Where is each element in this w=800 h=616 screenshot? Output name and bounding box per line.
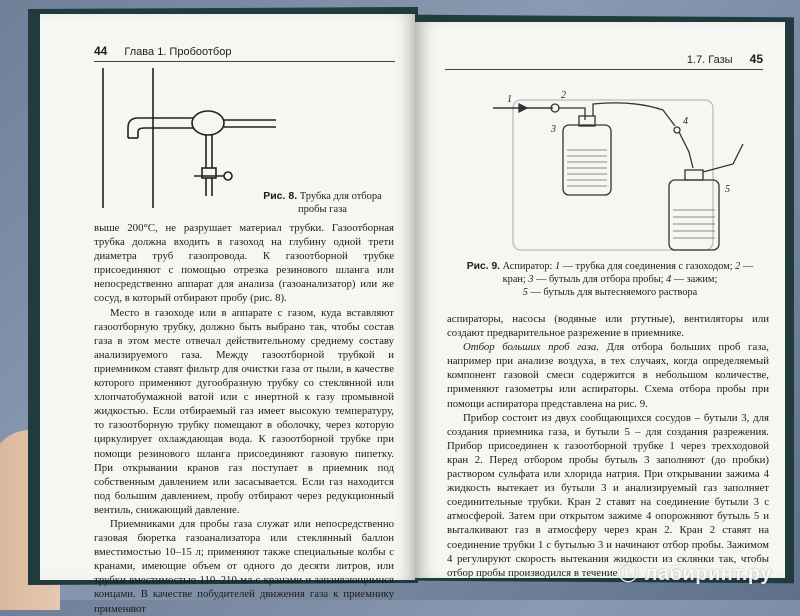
figure-9-n1: 1 <box>554 261 561 272</box>
waste-bottle-5 <box>669 180 719 250</box>
figure-9-t3: — бутыль для отбора пробы; <box>536 274 664 285</box>
callout-4: 4 <box>683 116 688 127</box>
left-page-number: 44 <box>94 44 108 58</box>
callout-3: 3 <box>551 124 556 135</box>
callout-5: 5 <box>725 184 730 195</box>
figure-9-label: Рис. 9. <box>466 261 501 272</box>
figure-9-caption <box>455 260 765 299</box>
left-running-head <box>94 44 395 62</box>
right-paragraph-1: аспираторы, насосы (водяные или ртутные), вентиляторы или создают предварительное разрежение в приемнике. <box>447 313 769 340</box>
figure-9-n4: 4 <box>666 274 672 285</box>
labirint-watermark: Ⓛ лабиринт.ру <box>618 563 772 585</box>
right-paragraph-2 <box>447 340 769 410</box>
aspirator-figure <box>493 80 753 262</box>
right-page <box>415 22 785 578</box>
tube-bulb <box>192 111 224 135</box>
callout-1: 1 <box>507 94 512 105</box>
right-running-head <box>445 52 763 70</box>
left-body-text <box>94 221 394 616</box>
figure-9-t2: — кран; <box>502 261 754 285</box>
figure-9-t4: — зажим; <box>673 274 718 285</box>
gas-sampling-tube-figure <box>98 68 278 208</box>
figure-9-t5: — бутыль для вытесняемого раствора <box>530 287 698 298</box>
right-paragraph-2-body: Для отбора больших проб газа, например при анализе воздуха, в тех случаях, когда определяемый компонент газовой смеси содержится в небольшом количестве, применяют газометры или аспираторы. Схема отбора пробы при помощи аспиратора представлена на рис. 9. <box>447 341 770 410</box>
figure-8-text: Трубка для отбора пробы газа <box>298 191 382 215</box>
figure-9-n2: 2 <box>735 261 741 272</box>
left-page <box>40 14 415 615</box>
right-body-text <box>447 312 769 580</box>
left-paragraph-1: выше 200°С, не разрушает материал трубки. Газоотборная трубка должна входить в газоход на глубину одной трети диаметра труб газопровода. К газоотборной трубке присоединяют с помощью отрезка резинового шланга или непосредственно аппарат для анализа (газоанализатор) или же сосуд, в который отбирают пробу (рис. 8). <box>94 222 394 305</box>
italic-lead: Отбор больших проб газа. <box>463 341 600 354</box>
left-paragraph-2: Место в газоходе или в аппарате с газом, куда вставляют газоотборную трубку, должно быть выбрано так, чтобы состав газа в этом месте отвечал действительному среднему составу анализируемого газа. Между газоотборной трубкой и приемником ставят фильтр для очистки газа от пыли, в качестве которого применяют дугообразную трубку со стеклянной или хлопчатобумажной ватой или с инертной к газу промывной жидкостью. Если отбираемый газ имеет высокую температуру, то газоотборную трубку помещают в оболочку, через которую циркулирует охлаждающая вода. К газоотборной трубке при помощи резинового шланга присоединяют газовую пипетку. При открывании кранов газ поступает в приемник под собственным давлением или засасывается. Если газ находится под большим давлением, пробу отбирают через редукционный вентиль, снижающий давление. <box>94 306 394 516</box>
left-chapter-title: Глава 1. Пробоотбор <box>124 46 232 58</box>
figure-9-t1: — трубка для соединения с газоходом; <box>562 261 733 272</box>
sampling-bottle-3 <box>563 125 611 195</box>
figure-9-intro: Аспиратор: <box>502 261 553 272</box>
right-page-number: 45 <box>749 52 763 66</box>
figure-9-n5: 5 <box>522 287 528 298</box>
figure-8-caption <box>260 190 385 216</box>
figure-9-n3: 3 <box>528 274 534 285</box>
callout-2: 2 <box>561 90 566 101</box>
figure-8-label: Рис. 8. <box>263 190 298 202</box>
right-section-title: 1.7. Газы <box>686 54 733 66</box>
right-paragraph-3: Прибор состоит из двух сообщающихся сосудов – бутыли 3, для создания приемника газа, и бутыли 5 – для создания разрежения. Прибор присоединен к газоотборной трубке 1 через трехходовой кран 2. Перед отбором пробы бутыль 3 заполняют (до пробки) раствором сульфата или хлорида натрия. При открывании зажима 4 жидкость вытекает из бутыли 3 и анализируемый газ заполняет соединительные трубки. Кран 2 ставят на соединение бутыли 3 с атмосферой. Затем при открытом зажиме 4 опорожняют бутыль 5 и выталкивают газ в атмосферу через кран 2. Кран 2 ставят на соединение трубки 1 с бутылью 3 и начинают отбор пробы. Зажимом 4 регулируют скорость вытекания жидкости из склянки так, чтобы отбор пробы производился в течение <box>447 411 769 579</box>
left-paragraph-3: Приемниками для пробы газа служат или непосредственно газовая бюретка газоанализатора или стеклянный баллон вместимостью 10–15 л; применяют также специальные колбы с кранами, имеющие объем от одного до десяти литров, или трубки вместимостью 110–210 мл с кранами и запаивающимися концами. В качестве побудителей движения газа к приемнику применяют <box>94 517 394 615</box>
